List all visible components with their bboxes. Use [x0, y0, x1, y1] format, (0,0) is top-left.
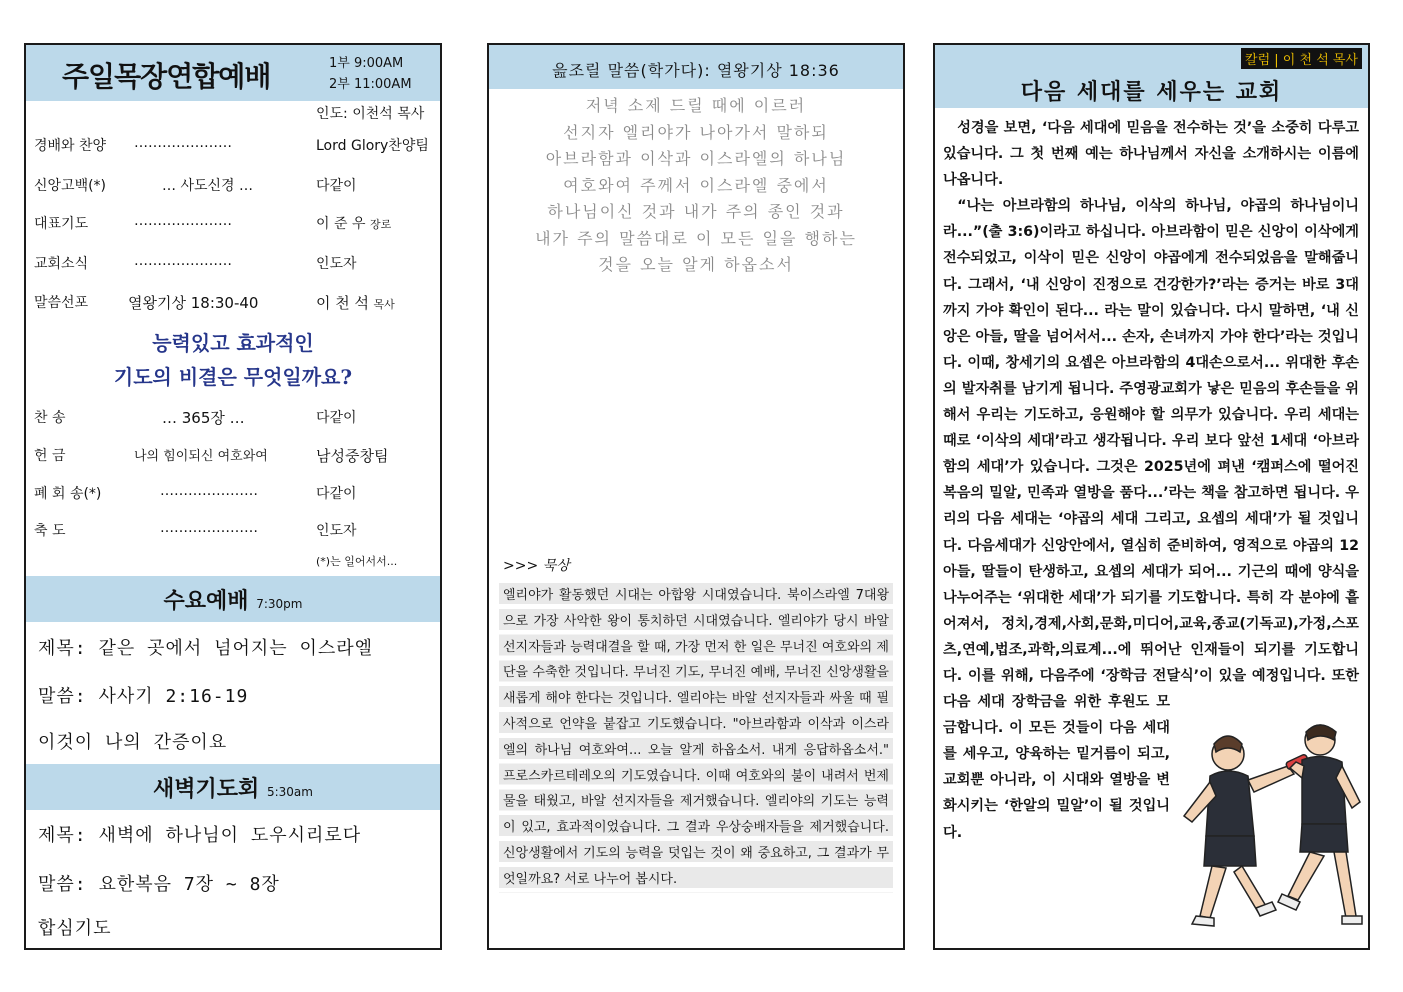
order-item: 말씀선포: [34, 295, 89, 311]
order-detail: … 365장 …: [162, 409, 245, 427]
relay-runners-illustration: [1170, 706, 1366, 946]
sunday-title: 주일목장연합예배: [62, 60, 271, 93]
time-first: 1부 9:00AM: [329, 56, 404, 71]
verse-line: 여호와여 주께서 이스라엘 중에서: [563, 175, 829, 195]
order-item: 축 도: [34, 523, 66, 539]
order-row: [34, 175, 432, 197]
order-item: 폐 회 송(*): [34, 486, 102, 502]
order-detail: 나의 힘이되신 여호와여: [134, 449, 268, 464]
order-detail: 열왕기상 18:30-40: [128, 294, 259, 312]
order-person: 인도자: [316, 256, 357, 272]
order-item: 대표기도: [34, 216, 89, 232]
dawn-title: [26, 772, 440, 803]
wednesday-subject: 제목: 같은 곳에서 넘어지는 이스라엘: [38, 638, 374, 659]
order-row: [34, 483, 432, 505]
order-row: [34, 135, 432, 157]
order-detail: …………………: [160, 520, 258, 536]
reading-title: 읊조릴 말씀(학가다): 열왕기상 18:36: [552, 61, 840, 80]
verse-line: 저녁 소제 드릴 때에 이르러: [585, 96, 807, 115]
order-person: 다같이: [316, 410, 357, 426]
column-tag: 칼럼 | 이 천 석 목사: [1241, 48, 1362, 69]
sermon-title-line1: 능력있고 효과적인: [152, 331, 314, 355]
order-item: 신앙고백(*): [34, 178, 107, 194]
order-row: [34, 407, 432, 429]
person-name: 이 천 석: [316, 294, 370, 312]
order-person: 남성중창팀: [316, 447, 389, 465]
verse-line: 하나님이신 것과 내가 주의 종인 것과: [547, 202, 845, 221]
order-person: 다같이: [316, 178, 357, 194]
verse-line: 아브라함과 이삭과 이스라엘의 하나님: [545, 149, 847, 168]
order-person: [316, 292, 395, 313]
layout-spacer: [1359, 115, 1360, 695]
dawn-title-text: 새벽기도회: [153, 777, 260, 802]
person-title: 장로: [369, 218, 392, 231]
standing-note: (*)는 일어서서...: [316, 555, 398, 568]
order-detail: …………………: [160, 483, 258, 499]
verse-line: 선지자 엘리야가 나아가서 말하되: [563, 122, 829, 142]
column-paragraph: “나는 아브라함의 하나님, 이삭의 하나님, 야곱의 하나님이니라...”(출 3:6)이라고 하십니다. 아브라함이 믿은 신앙이 이삭에게 전수되었고, 이삭이 믿은 신앙이 야곱에게 전수되었음을 말해줍니다. 그래서, ‘내 신앙이 진정으로 건강한가?’라는 증거는 바로 3대까지 가야 확인이 된다... 라는 말이 있습니다. 다시 말하면, ‘내 신앙은 아들, 딸을 넘어서서... 손자, 손녀까지 가야 한다’라는 것입니다. 이때, 창세기의 요셉은 아브라함의 4대손으로서... 위대한 후손의 발자취를 남기게 됩니다. 주영광교회가 낳은 믿음의 후손들을 위해서 우리는 기도하고, 응원해야 할 의무가 있습니다. 우리 세대는 때로 ‘이삭의 세대’라고 생각됩니다. 우리 보다 앞선 1세대 ‘아브라함의 세대’가 있습니다. 그것은 2025년에 펴낸 ‘캠퍼스에 떨어진 복음의 밀알, 민족과 열방을 품다...’라는 책을 참고하면 됩니다. 우리의 다음 세대는 ‘야곱의 세대 그리고, 요셉의 세대’가 될 것입니다. 다음세대가 신앙안에서, 열심히 준비하여, 영적으로 야곱의 12아들, 딸들이 탄생하고, 요셉의 세대가 되어... 기근의 때에 양식을 나누어주는 ‘위대한 세대’가 되기를 기도합니다. 특히 각 분야에 흩어져서, 정치,경제,사회,문화,미디어,교육,종교(기독교),가정,스포츠,연예,법조,과학,의료계...에 뛰어난 인재들이 되기를 기도합니다. 이를 위해, 다음주에 ‘장학금 전달식’이 있을 예정입니다. 또한 다음 세대 장학금을 위한 후원도 모금합니다. 이 모든 것들이 다음 세대를 세우고, 양육하는 밑거름이 되고, 교회뿐 아니라, 이 시대와 열방을 변화시키는 ‘한알의 밀알’이 될 것입니다.: [943, 198, 1359, 841]
wednesday-header: [26, 576, 440, 622]
meditation-label: >>> 묵상: [503, 558, 570, 574]
order-detail: …………………: [134, 135, 232, 151]
column-panel: [933, 43, 1370, 950]
order-row: [34, 253, 432, 275]
sunday-header: [26, 45, 440, 101]
order-item: 교회소식: [34, 256, 89, 272]
reading-header: [489, 45, 903, 89]
order-detail: … 사도신경 …: [162, 178, 253, 194]
column-header: [935, 45, 1368, 108]
verse-line: 것을 오늘 알게 하옵소서: [598, 255, 794, 274]
service-leader: 인도: 이천석 목사: [316, 106, 425, 122]
column-title: 다음 세대를 세우는 교회: [1020, 80, 1283, 105]
memory-verse: [489, 93, 903, 279]
verse-line: 내가 주의 말씀대로 이 모든 일을 행하는: [535, 228, 857, 248]
order-item: 찬 송: [34, 410, 66, 426]
order-row: [34, 445, 432, 467]
meditation-text: 엘리야가 활동했던 시대는 아합왕 시대였습니다. 북이스라엘 7대왕으로 가장 사악한 왕이 통치하던 시대였습니다. 엘리야가 당시 바알선지자들과 능력대결을 할 때, 가장 먼저 한 일은 무너진 여호와의 제단을 수축한 것입니다. 무너진 기도, 무너진 예배, 무너진 신앙생활을 새롭게 해야 한다는 것입니다. 엘리야는 바알 선지자들과 싸울 때 필사적으로 언약을 붙잡고 기도했습니다. "아브라함과 이삭과 이스라엘의 하나님 여호와여... 오늘 알게 하옵소서. 내게 응답하옵소서." 프로스카르테레오의 기도였습니다. 이때 여호와의 불이 내려서 번제물을 태웠고, 바알 선지자들을 제거했습니다. 엘리야의 기도는 능력이 있고, 효과적이었습니다. 그 결과 우상숭배자들을 제거했습니다. 신앙생활에서 기도의 능력을 덧입는 것이 왜 중요하고, 그 결과가 무엇일까요? 서로 나누어 봅시다.: [499, 583, 893, 893]
person-title: 목사: [373, 298, 395, 311]
order-item: 경배와 찬양: [34, 138, 107, 154]
order-person: 다같이: [316, 486, 357, 502]
wednesday-time: 7:30pm: [256, 597, 303, 611]
column-paragraph: 성경을 보면, ‘다음 세대에 믿음을 전수하는 것’을 소중히 다루고 있습니다. 그 첫 번째 예는 하나님께서 자신을 소개하시는 이름에 나옵니다.: [943, 120, 1359, 189]
wednesday-hymn: 이것이 나의 간증이요: [38, 732, 228, 753]
dawn-scripture: 말씀: 요한복음 7장 ~ 8장: [38, 874, 280, 895]
order-person: Lord Glory찬양팀: [316, 138, 429, 154]
dawn-subject: 제목: 새벽에 하나님이 도우시리로다: [38, 825, 362, 846]
wednesday-title-text: 수요예배: [163, 589, 249, 614]
time-second: 2부 11:00AM: [329, 77, 412, 92]
wednesday-scripture: 말씀: 사사기 2:16-19: [38, 686, 249, 707]
worship-order-panel: [24, 43, 442, 950]
person-name: 이 준 우: [316, 216, 366, 232]
order-detail: …………………: [134, 213, 232, 229]
order-row: [34, 292, 432, 314]
reading-panel: [487, 43, 905, 950]
order-item: 헌 금: [34, 448, 66, 464]
service-times: [329, 53, 412, 95]
dawn-prayer: 합심기도: [38, 918, 112, 939]
dawn-time: 5:30am: [266, 785, 313, 799]
order-row: [34, 520, 432, 542]
order-row: [34, 213, 432, 235]
order-person: [316, 213, 391, 233]
wednesday-title: [26, 584, 440, 615]
dawn-header: [26, 764, 440, 810]
order-person: 인도자: [316, 523, 357, 539]
sermon-title-line2: 기도의 비결은 무엇일까요?: [113, 365, 353, 389]
order-detail: …………………: [134, 253, 232, 269]
